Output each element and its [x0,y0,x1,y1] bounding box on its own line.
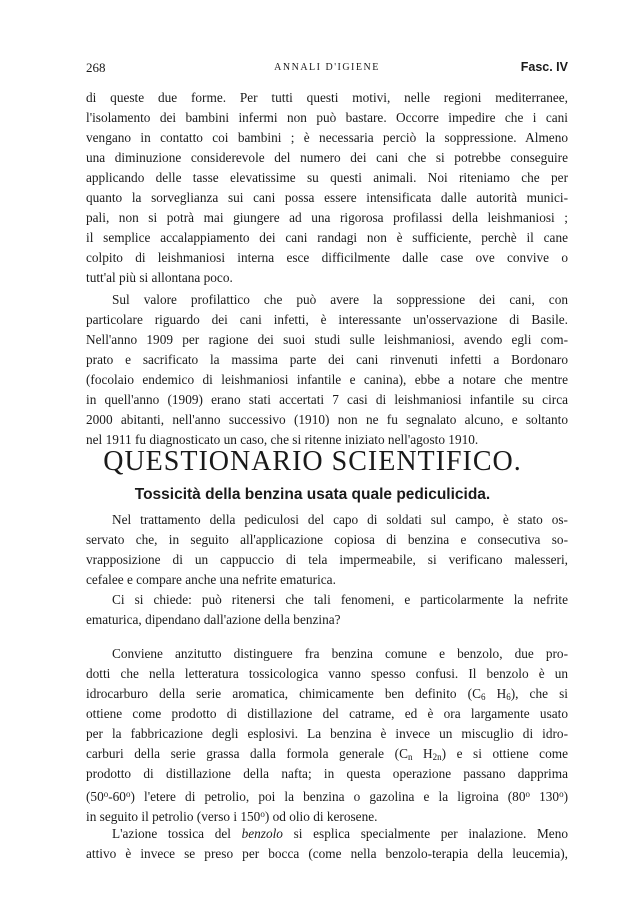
text-line: (50$^o$-60$^o$) l'etere di petrolio, poi la benzina o gazolina e la ligroina (80$^o$ 130$^o$) [86,789,568,804]
text-line: dotti che nella letteratura tossicologica vanno spesso confusi. Il benzolo è un [86,666,568,681]
text-line: prodotto di distillazione della nafta; in questa operazione passano dapprima [86,766,568,781]
text-line: vrapposizione di un cappuccio di tela impermeabile, si verificano malesseri, [86,552,568,567]
text-line: particolare riguardo dei cani infetti, è interessante un'osservazione di Basile. [86,312,568,327]
text-line: applicando delle tasse elevatissime su questi animali. Noi riteniamo che per [86,170,568,185]
text-line: ematurica, dipendano dall'azione della benzina? [86,612,341,627]
text-line: Ci si chiede: può ritenersi che tali fenomeni, e particolarmente la nefrite [112,592,568,607]
text-line: Conviene anzitutto distinguere fra benzina comune e benzolo, due pro- [112,646,568,661]
text-line: in seguito il petrolio (verso i 150$^o$) od olio di kerosene. [86,809,378,824]
section-title: QUESTIONARIO SCIENTIFICO. [103,446,522,477]
text-line: attivo è invece se preso per bocca (come nella benzolo-terapia della leucemia), [86,846,568,861]
text-line: il semplice accalappiamento dei cani randagi non è sufficiente, perchè il cane [86,230,568,245]
text-line: prato e sacrificato la massima parte dei cani rinvenuti infetti a Bordonaro [86,352,568,367]
text-line: Nel trattamento della pediculosi del capo di soldati sul campo, è stato os- [112,512,568,527]
text-line: pali, non si potrà mai giungere ad una rigorosa profilassi della leishmaniosi ; [86,210,568,225]
text-line: Sul valore profilattico che può avere la soppressione dei cani, con [112,292,568,307]
text-line: colpito di leishmaniosi interna esce difficilmente dalle case ove convive o [86,250,568,265]
text-line: ottiene come prodotto di distillazione del catrame, ed è ora largamente usato [86,706,568,721]
text-line: una diminuzione considerevole del numero dei cani che si potrebbe conseguire [86,150,568,165]
text-line: tutt'al più si allontana poco. [86,270,233,285]
text-line: in quell'anno (1909) erano stati accertati 7 casi di leishmaniosi infantile su circa [86,392,568,407]
fascicle-label: Fasc. IV [520,60,568,74]
text-line: vengano in contatto coi bambini ; è necessaria perciò la soppressione. Almeno [86,130,568,145]
text-line: cefalee e compare anche una nefrite ematurica. [86,572,336,587]
page-number: 268 [86,60,106,75]
text-line: Nell'anno 1909 per ragione dei suoi studi sulle leishmaniosi, avendo egli com- [86,332,568,347]
text-line: quanto la sorveglianza sui cani possa essere intensificata dalle autorità munici- [86,190,568,205]
article-title: Tossicità della benzina usata quale pediculicida. [134,486,491,503]
text-line: servato che, in seguito all'applicazione copiosa di benzina e consecutiva so- [86,532,568,547]
text-line: (focolaio endemico di leishmaniosi infantile e canina), ebbe a notare che mentre [86,372,568,387]
text-line: nel 1911 fu diagnosticato un caso, che si ritenne iniziato nell'agosto 1910. [86,432,479,447]
running-header [86,60,568,82]
text-line: L'azione tossica del benzolo si esplica specialmente per inalazione. Meno [112,826,568,841]
text-line: per la fabbricazione degli esplosivi. La benzina è invece un miscuglio di idro- [86,726,568,741]
text-line: l'isolamento dei bambini infermi non può bastare. Occorre impedire che i cani [86,110,568,125]
text-line: idrocarburo della serie aromatica, chimicamente ben definito ($C_6$ $H_6$), che si [86,686,568,702]
text-line: di queste due forme. Per tutti questi motivi, nelle regioni mediterranee, [86,90,568,105]
text-line: carburi della serie grassa dalla formola generale ($C_n$ $H_{2n}$) e si ottiene come [86,746,568,762]
journal-title: ANNALI D'IGIENE [274,62,380,73]
text-line: 2000 abitanti, nell'anno successivo (1910) non ne fu segnalato alcuno, e soltanto [86,412,568,427]
